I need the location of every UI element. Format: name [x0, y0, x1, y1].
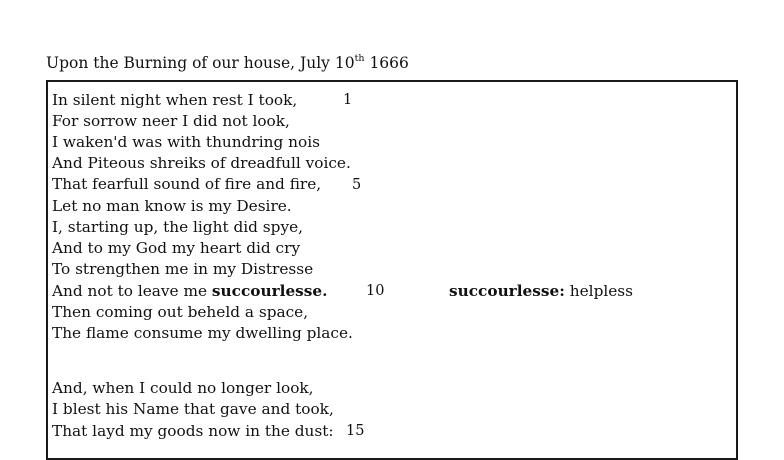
poem-line: And Piteous shreiks of dreadfull voice.	[52, 154, 351, 172]
poem-line: That fearfull sound of fire and fire,	[52, 175, 322, 193]
poem-line: Then coming out beheld a space,	[52, 303, 309, 321]
poem-line: I blest his Name that gave and took,	[52, 400, 334, 418]
title-text: Upon the Burning of our house, July 10	[46, 54, 355, 72]
poem-line: That layd my goods now in the dust:	[52, 422, 334, 440]
poem-line: The flame consume my dwelling place.	[52, 324, 353, 342]
glossed-word: succourlesse.	[211, 282, 328, 300]
poem-line: And to my God my heart did cry	[52, 239, 301, 257]
line-number: 5	[352, 177, 362, 193]
gloss-definition: helpless	[564, 282, 634, 300]
poem-line: I waken'd was with thundring nois	[52, 133, 320, 151]
poem-line: For sorrow neer I did not look,	[52, 112, 290, 130]
gloss-note	[449, 281, 633, 301]
poem-line: In silent night when rest I took,	[52, 91, 298, 109]
poem-line: I, starting up, the light did spye,	[52, 218, 304, 236]
poem-line: And, when I could no longer look,	[52, 379, 314, 397]
title-year: 1666	[364, 54, 409, 72]
gloss-term: succourlesse:	[449, 282, 565, 300]
line-number: 1	[343, 92, 353, 108]
line-number: 15	[346, 423, 365, 439]
poem-line-text: And not to leave me	[52, 282, 212, 300]
poem-line: To strengthen me in my Distresse	[52, 260, 314, 278]
poem-line	[52, 281, 327, 301]
poem-line: Let no man know is my Desire.	[52, 197, 292, 215]
title-superscript: th	[354, 53, 365, 64]
line-number: 10	[366, 283, 385, 299]
poem-title	[46, 53, 409, 73]
